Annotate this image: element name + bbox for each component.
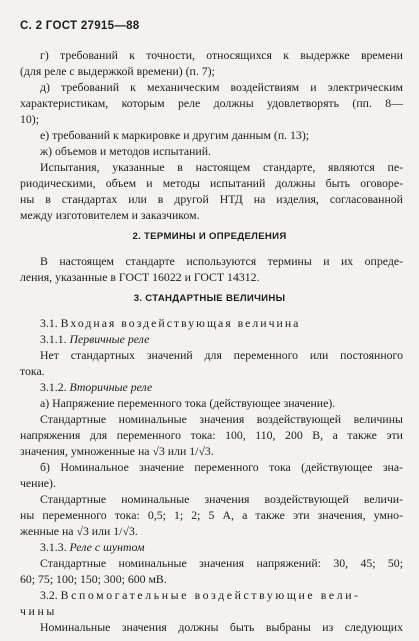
- text-line: чение).: [20, 476, 56, 490]
- text-line: значения, умноженные на √3 или 1/√3.: [20, 444, 214, 458]
- text-line: 3.1.2. Вторичные реле: [40, 380, 153, 394]
- text-line: Нет стандартных значений для переменного или постоянного: [40, 348, 403, 362]
- text-line: характеристикам, которым реле должны удовлетворять (пп. 8—: [20, 96, 403, 110]
- text-line: ны переменного тока: 0,5; 1; 2; 5 А, а также эти значения, умно-: [20, 508, 403, 522]
- text-line: Стандартные номинальные значения напряжений: 30, 45; 50;: [40, 556, 403, 570]
- text-line: (для реле с выдержкой времени) (п. 7);: [20, 64, 215, 78]
- text-line: Номинальные значения должны быть выбраны из следующих: [40, 620, 403, 634]
- sqrt-symbol: √3: [76, 524, 89, 538]
- text-line: между изготовителем и заказчиком.: [20, 208, 200, 222]
- text-line: женные на √3 или 1/√3.: [20, 524, 138, 538]
- text-line: 3.2. Вспомогательные воздействующие вели-: [40, 588, 361, 602]
- sqrt-symbol: √3: [122, 524, 135, 538]
- page-header: С. 2 ГОСТ 27915—88: [20, 20, 140, 32]
- text-line: 3.1. Входная воздействующая величина: [40, 316, 301, 330]
- text-line: ны в стандартах или в другой НТД на изделия, согласованной: [20, 192, 403, 206]
- text-line: напряжения для переменного тока: 100, 110, 200 В, а также эти: [20, 428, 403, 442]
- text-line: е) требований к маркировке и другим данным (п. 13);: [40, 128, 310, 142]
- text-line: г) требований к точности, относящихся к выдержке времени: [40, 48, 403, 62]
- text-line: а) Напряжение переменного тока (действующее значение).: [40, 396, 336, 410]
- sqrt-symbol: √3: [152, 444, 165, 458]
- sqrt-symbol: √3: [198, 444, 211, 458]
- text-line: тока.: [20, 364, 45, 378]
- section-heading: 2. ТЕРМИНЫ И ОПРЕДЕЛЕНИЯ: [132, 231, 287, 242]
- text-line: В настоящем стандарте используются термины и их опреде-: [40, 254, 403, 268]
- text-line: б) Номинальное значение переменного тока (действующее зна-: [40, 460, 403, 474]
- text-line: 3.1.1. Первичные реле: [40, 332, 150, 346]
- section-heading: 3. СТАНДАРТНЫЕ ВЕЛИЧИНЫ: [133, 293, 286, 304]
- text-line: чины: [20, 604, 57, 618]
- text-line: 60; 75; 100; 150; 300; 600 мВ.: [20, 572, 167, 586]
- text-line: Стандартные номинальные значения воздействующей величи-: [40, 492, 403, 506]
- text-line: ж) объемов и методов испытаний.: [40, 144, 212, 158]
- text-line: Испытания, указанные в настоящем стандарте, являются пе-: [40, 160, 403, 174]
- text-line: 10);: [20, 112, 40, 126]
- text-line: д) требований к механическим воздействиям и электрическим: [40, 80, 403, 94]
- text-line: 3.1.3. Реле с шунтом: [40, 540, 145, 554]
- text-line: ления, указанные в ГОСТ 16022 и ГОСТ 14312.: [20, 270, 260, 284]
- text-line: Стандартные номинальные значения воздействующей величины: [40, 412, 403, 426]
- text-line: риодическими, объем и методы испытаний должны быть оговоре-: [20, 176, 403, 190]
